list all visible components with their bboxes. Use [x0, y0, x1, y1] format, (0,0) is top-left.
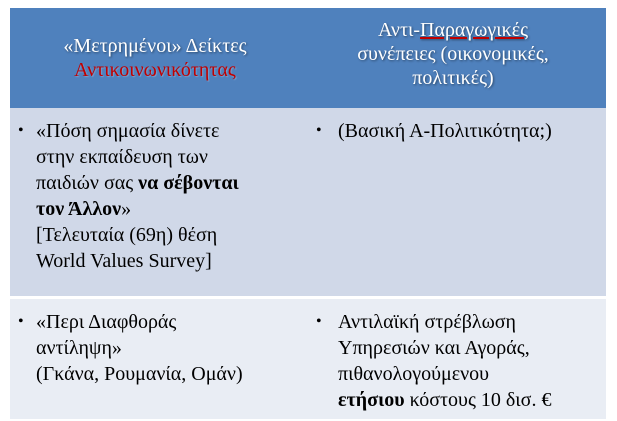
- row1-right-text: [338, 118, 598, 144]
- row2-right-l4-post: κόστους 10 δισ. €: [404, 389, 552, 411]
- row2-right-l3: πιθανολογούμενου: [338, 363, 490, 385]
- header-right-line2: συνέπειες (οικονομικές,: [357, 43, 549, 65]
- header-left-line2: Αντικοινωνικότητας: [74, 59, 236, 81]
- row1-left-l3-bold: να σέβονται: [138, 172, 239, 194]
- row1-left-text: [36, 118, 292, 274]
- row1-left-l4-bold: τον Άλλον: [36, 198, 122, 220]
- row1-left-l1: «Πόση σημασία δίνετε: [36, 120, 220, 142]
- header-left-line1: «Μετρημένοι» Δείκτες: [63, 35, 247, 57]
- row1-left-l3-pre: παιδιών σας: [36, 172, 139, 194]
- row2-right-l2: Υπηρεσιών και Αγοράς,: [338, 337, 530, 359]
- bullet-icon: •: [316, 313, 322, 330]
- row2-left-l2: αντίληψη»: [36, 337, 122, 359]
- row2-right-l1: Αντιλαϊκή στρέβλωση: [338, 311, 516, 333]
- bullet-icon: •: [316, 122, 322, 139]
- row1-left-l5: [Τελευταία (69η) θέση: [36, 224, 218, 246]
- header-right-line3: πολιτικές): [412, 67, 494, 89]
- row2-right-l4-bold: ετήσιου: [338, 389, 405, 411]
- row1-left-l3: [36, 170, 292, 196]
- bullet-icon: •: [18, 313, 24, 330]
- row1-right-l1: (Βασική Α-Πολιτικότητα;): [338, 120, 552, 142]
- row2-left-text: [36, 309, 292, 387]
- table-row: [10, 299, 606, 419]
- row1-left-l4: [36, 196, 292, 222]
- header-left-cell: [10, 8, 300, 108]
- row1-left-l2: στην εκπαίδευση των: [36, 146, 208, 168]
- row2-right-text: [338, 309, 598, 413]
- header-right-cell: [300, 4, 606, 104]
- row2-left-l1: «Περι Διαφθοράς: [36, 311, 177, 333]
- row2-left-l3: (Γκάνα, Ρουμανία, Ομάν): [36, 363, 243, 385]
- table-row: [10, 108, 606, 296]
- row1-left-l6: World Values Survey]: [36, 250, 212, 272]
- row2-right-l4: [338, 387, 598, 413]
- row1-left-l4-post: »: [121, 198, 132, 220]
- bullet-icon: •: [18, 122, 24, 139]
- header-right-line1: [357, 18, 549, 42]
- header-right-underlined: Παραγωγικές: [420, 19, 529, 41]
- comparison-table: [10, 8, 606, 419]
- table-header: [10, 8, 606, 108]
- header-right-prefix: Αντι-: [377, 19, 421, 41]
